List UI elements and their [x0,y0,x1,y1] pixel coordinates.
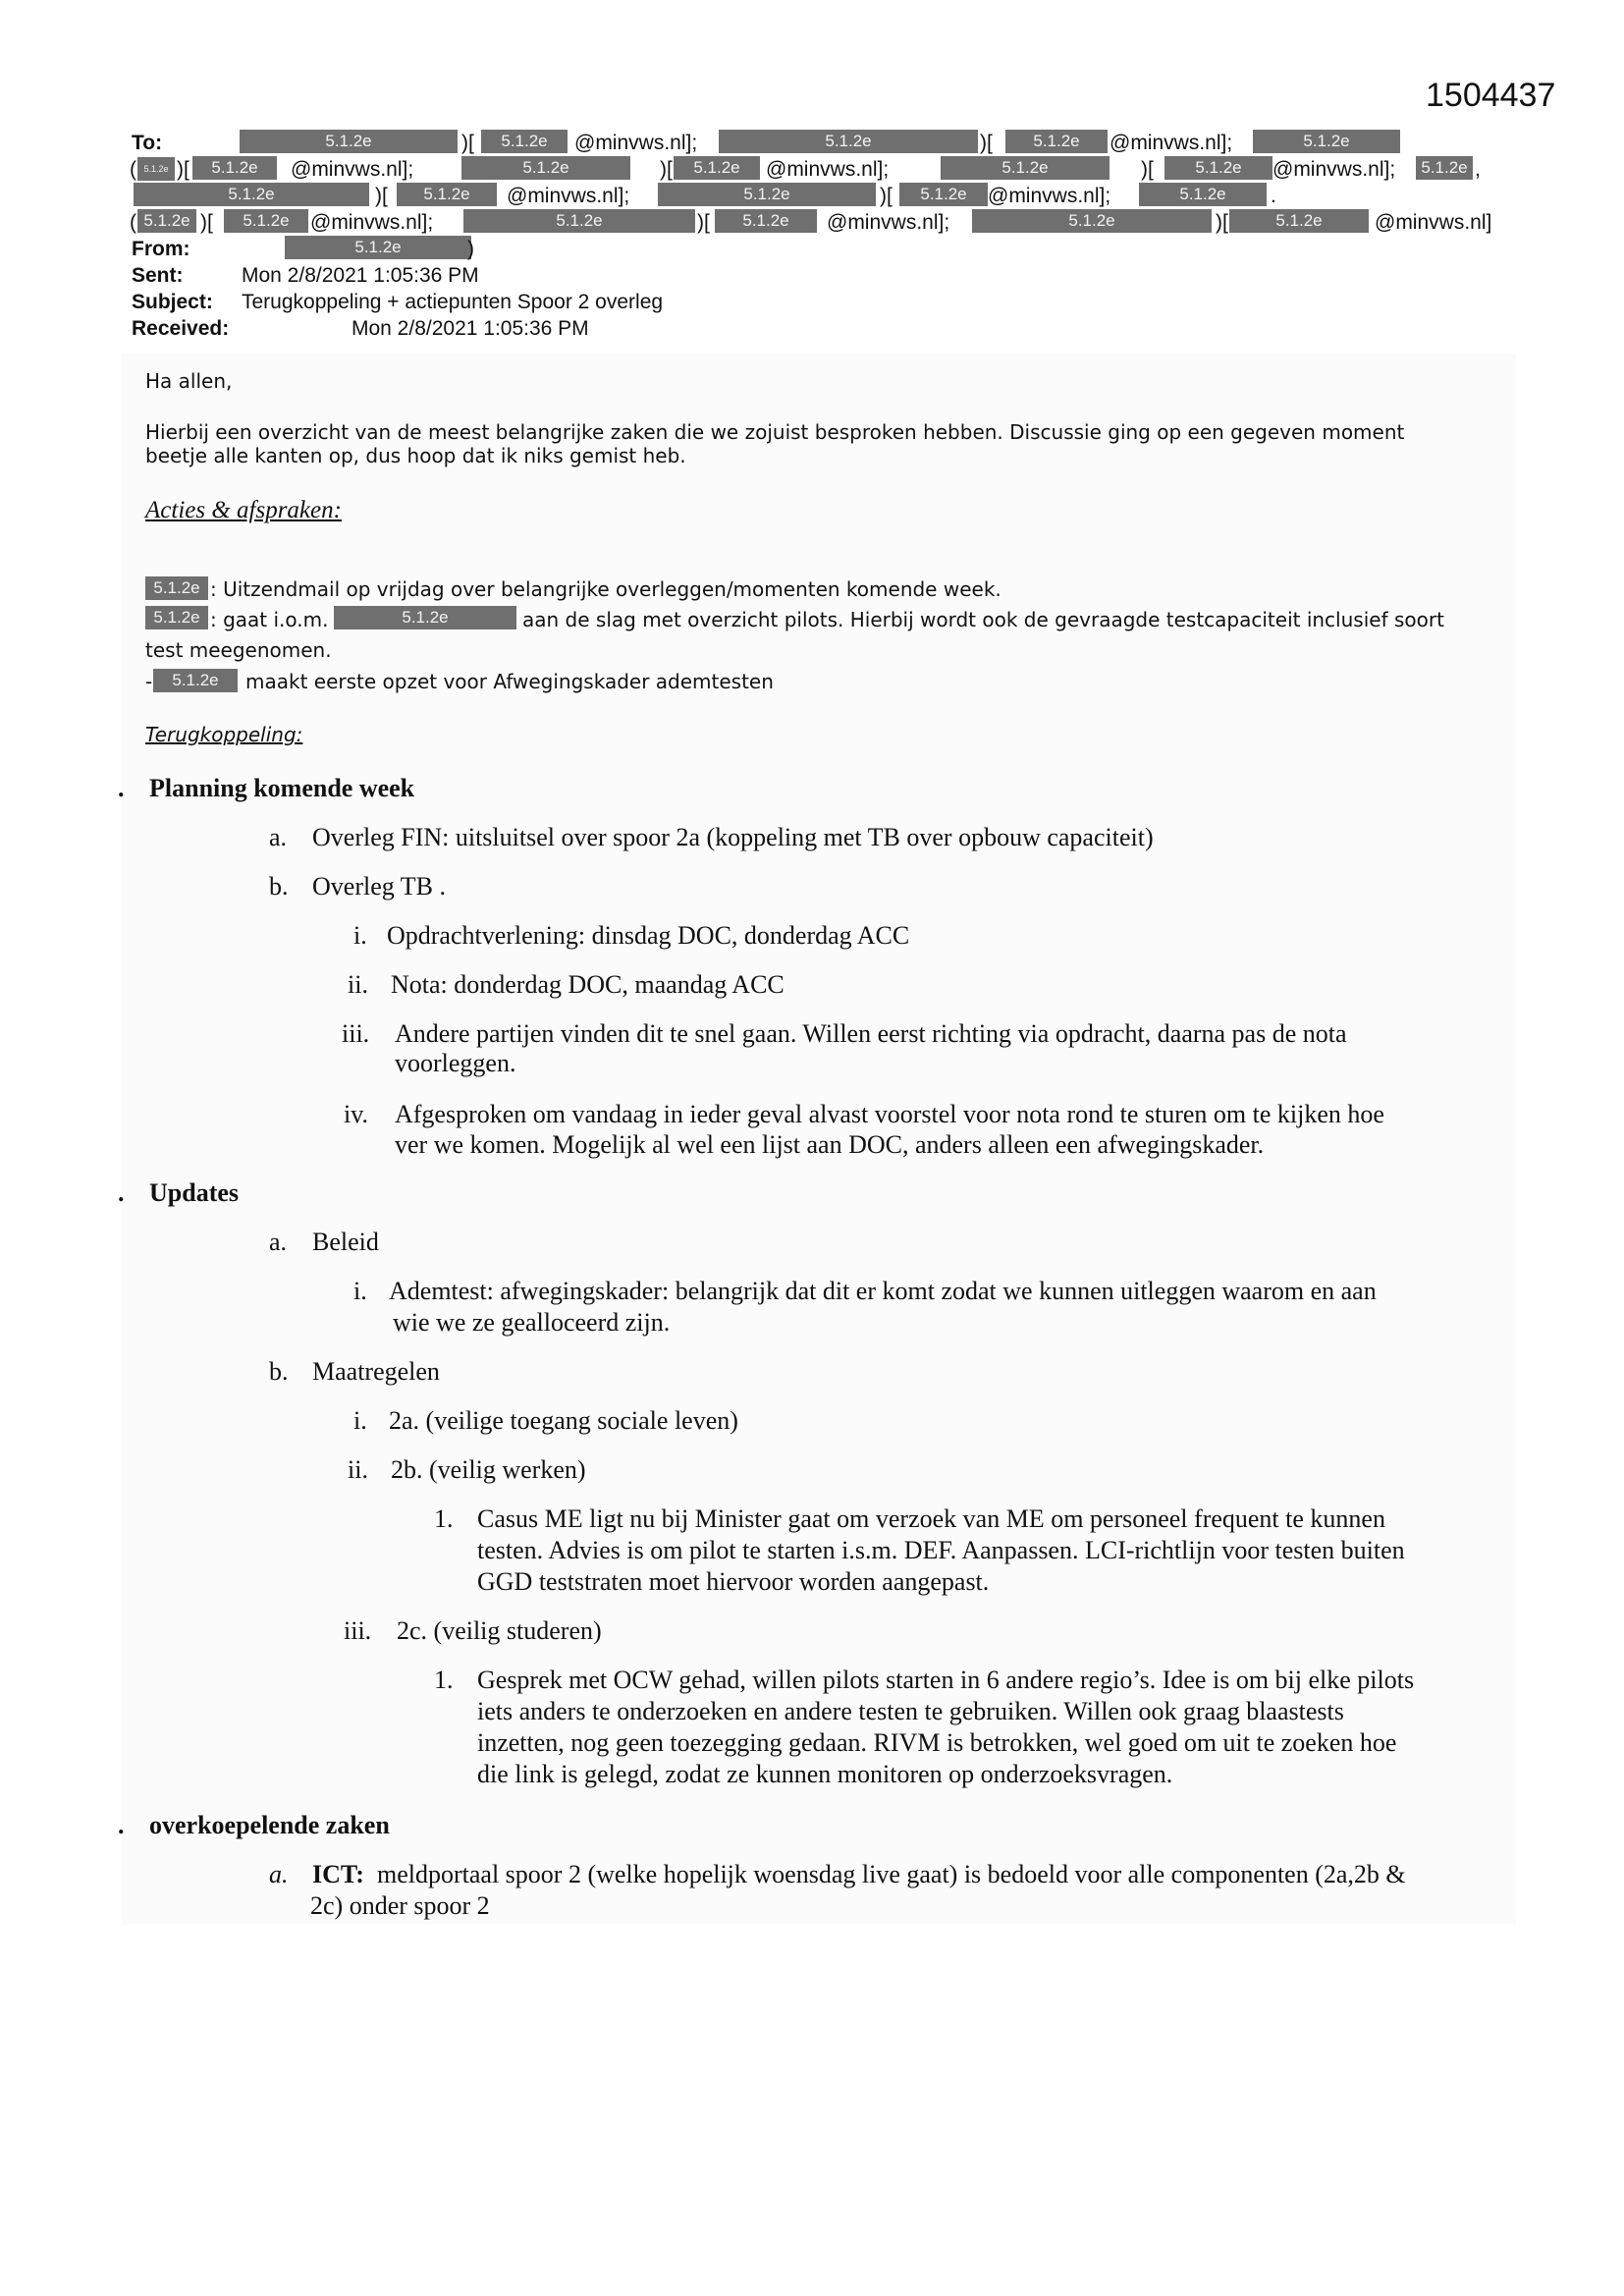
list-marker: ii. [348,970,368,999]
list-item: 2c. (veilig studeren) [397,1616,602,1645]
redaction: 5.1.2e [192,156,277,180]
document-id: 1504437 [1426,77,1556,114]
to-fragment: @minvws.nl]; [1110,132,1233,154]
redaction: 5.1.2e [481,130,568,153]
redaction: 5.1.2e [285,236,471,259]
sent-value: Mon 2/8/2021 1:05:36 PM [242,264,479,287]
to-fragment: )[ [177,158,189,181]
redaction: 5.1.2e [1229,209,1369,233]
from-label: From: [132,238,190,260]
to-fragment: @minvws.nl]; [507,185,630,207]
terugkoppeling-heading: Terugkoppeling: [145,723,303,746]
actie-item: test meegenomen. [145,638,332,662]
list-item: Andere partijen vinden dit te snel gaan. Willen eerst richting via opdracht, daarna pas de nota [395,1019,1347,1048]
redaction: 5.1.2e [397,183,497,206]
bullet: . [118,774,125,802]
section-title: Planning komende week [149,774,415,802]
section-title: Updates [149,1178,240,1207]
to-fragment: )[ [200,211,213,234]
to-fragment: @minvws.nl]; [988,185,1111,207]
redaction: 5.1.2e [674,156,760,180]
list-item: Ademtest: afwegingskader: belangrijk dat dit er komt zodat we kunnen uitleggen waarom en aan [389,1277,1377,1305]
from-fragment: ) [467,238,474,260]
section-title: overkoepelende zaken [149,1811,390,1839]
actie-item: maakt eerste opzet voor Afwegingskader ademtesten [245,670,774,693]
redaction: 5.1.2e [1164,156,1272,180]
received-label: Received: [132,317,230,340]
to-fragment: @minvws.nl]; [766,158,890,181]
redaction: 5.1.2e [972,209,1212,233]
list-marker: a. [269,1228,288,1256]
redaction: 5.1.2e [941,156,1110,180]
greeting: Ha allen, [145,369,233,393]
redaction: 5.1.2e [134,183,369,206]
actie-item: : Uitzendmail op vrijdag over belangrijke overleggen/momenten komende week. [210,577,1001,601]
redaction: 5.1.2e [899,183,988,206]
to-fragment: )[ [660,158,673,181]
list-item: Afgesproken om vandaag in ieder geval alvast voorstel voor nota rond te sturen om te kijken hoe [395,1100,1384,1128]
actie-item: aan de slag met overzicht pilots. Hierbij wordt ook de gevraagde testcapaciteit inclusief soort [522,608,1444,631]
subject-value: Terugkoppeling + actiepunten Spoor 2 overleg [242,291,664,313]
redaction: 5.1.2e [463,209,695,233]
list-item: testen. Advies is om pilot te starten i.s.m. DEF. Aanpassen. LCI-richtlijn voor testen buiten [477,1536,1405,1564]
list-item: Nota: donderdag DOC, maandag ACC [391,970,785,999]
list-marker: a. [269,823,288,851]
list-marker: i. [353,921,367,950]
to-fragment: )[ [1216,211,1228,234]
redaction: 5.1.2e [1005,130,1108,153]
list-item: GGD teststraten moet hiervoor worden aangepast. [477,1567,990,1596]
to-fragment: )[ [980,132,993,154]
redaction: 5.1.2e [334,606,516,629]
intro-line: beetje alle kanten op, dus hoop dat ik niks gemist heb. [145,444,686,467]
redaction: 5.1.2e [145,606,208,629]
redaction: 5.1.2e [145,576,208,600]
list-item-label: ICT: [312,1860,364,1888]
received-value: Mon 2/8/2021 1:05:36 PM [352,317,589,340]
redaction: 5.1.2e [240,130,458,153]
list-item: die link is gelegd, zodat ze kunnen monitoren op onderzoeksvragen. [477,1760,1173,1788]
list-item: Overleg TB . [312,872,446,901]
to-fragment: )[ [1141,158,1154,181]
list-marker: 1. [434,1666,454,1694]
redaction: 5.1.2e [658,183,876,206]
list-marker: b. [269,872,289,901]
to-fragment: @minvws.nl]; [574,132,698,154]
list-marker: iv. [344,1100,369,1128]
list-marker: b. [269,1357,289,1386]
redaction: 5.1.2e [1139,183,1267,206]
list-item: inzetten, nog geen toezegging gedaan. RIVM is betrokken, wel goed om uit te zoeken hoe [477,1728,1397,1757]
list-item: 2b. (veilig werken) [391,1455,586,1484]
actie-item: : gaat i.o.m. [210,608,329,631]
to-label: To: [132,132,163,154]
redaction: 5.1.2e [719,130,978,153]
to-fragment: @minvws.nl]; [827,211,950,234]
list-item: wie we ze gealloceerd zijn. [393,1308,671,1337]
acties-heading: Acties & afspraken: [145,497,342,523]
to-fragment: , [1475,158,1481,181]
actie-dash: - [145,670,153,693]
to-fragment: @minvws.nl]; [1272,158,1396,181]
list-marker: ii. [348,1455,368,1484]
list-item: ver we komen. Mogelijk al wel een lijst aan DOC, anders alleen een afwegingskader. [395,1130,1265,1159]
redaction: 5.1.2e [137,209,196,233]
to-fragment: )[ [375,185,388,207]
bullet: . [118,1178,125,1207]
to-fragment: ( [130,158,136,181]
redaction: 5.1.2e [224,209,308,233]
list-item: voorleggen. [395,1049,516,1077]
list-item: Beleid [312,1228,379,1256]
list-item: iets anders te onderzoeken en andere testen te gebruiken. Willen ook graag blaastests [477,1697,1344,1725]
list-marker: iii. [342,1019,370,1048]
redaction: 5.1.2e [137,157,175,181]
list-item: Gesprek met OCW gehad, willen pilots starten in 6 andere regio’s. Idee is om bij elke pilots [477,1666,1415,1694]
to-fragment: ( [130,211,136,234]
redaction: 5.1.2e [715,209,817,233]
list-item: Maatregelen [312,1357,440,1386]
to-fragment: )[ [697,211,710,234]
list-item: Overleg FIN: uitsluitsel over spoor 2a (koppeling met TB over opbouw capaciteit) [312,823,1154,851]
intro-line: Hierbij een overzicht van de meest belangrijke zaken die we zojuist besproken hebben. Discussie ging op een gegeven moment [145,420,1405,444]
list-item: 2a. (veilige toegang sociale leven) [389,1406,738,1435]
list-item: Casus ME ligt nu bij Minister gaat om verzoek van ME om personeel frequent te kunnen [477,1504,1385,1533]
sent-label: Sent: [132,264,184,287]
list-marker: i. [353,1277,367,1305]
redaction: 5.1.2e [1416,156,1473,180]
list-marker: 1. [434,1504,454,1533]
subject-label: Subject: [132,291,213,313]
list-marker: iii. [344,1616,372,1645]
to-fragment: @minvws.nl]; [310,211,434,234]
list-marker: i. [353,1406,367,1435]
to-fragment: )[ [461,132,474,154]
redaction: 5.1.2e [1253,130,1400,153]
bullet: . [118,1811,125,1839]
redaction: 5.1.2e [461,156,630,180]
to-fragment: @minvws.nl] [1375,211,1492,234]
list-marker: a. [269,1860,289,1888]
to-fragment: @minvws.nl]; [291,158,414,181]
list-item: 2c) onder spoor 2 [310,1891,490,1920]
redaction: 5.1.2e [153,669,238,692]
list-item: Opdrachtverlening: dinsdag DOC, donderdag ACC [387,921,910,950]
to-fragment: . [1271,185,1276,207]
to-fragment: )[ [880,185,893,207]
list-item: meldportaal spoor 2 (welke hopelijk woensdag live gaat) is bedoeld voor alle componenten (2a,2b & [377,1860,1406,1888]
